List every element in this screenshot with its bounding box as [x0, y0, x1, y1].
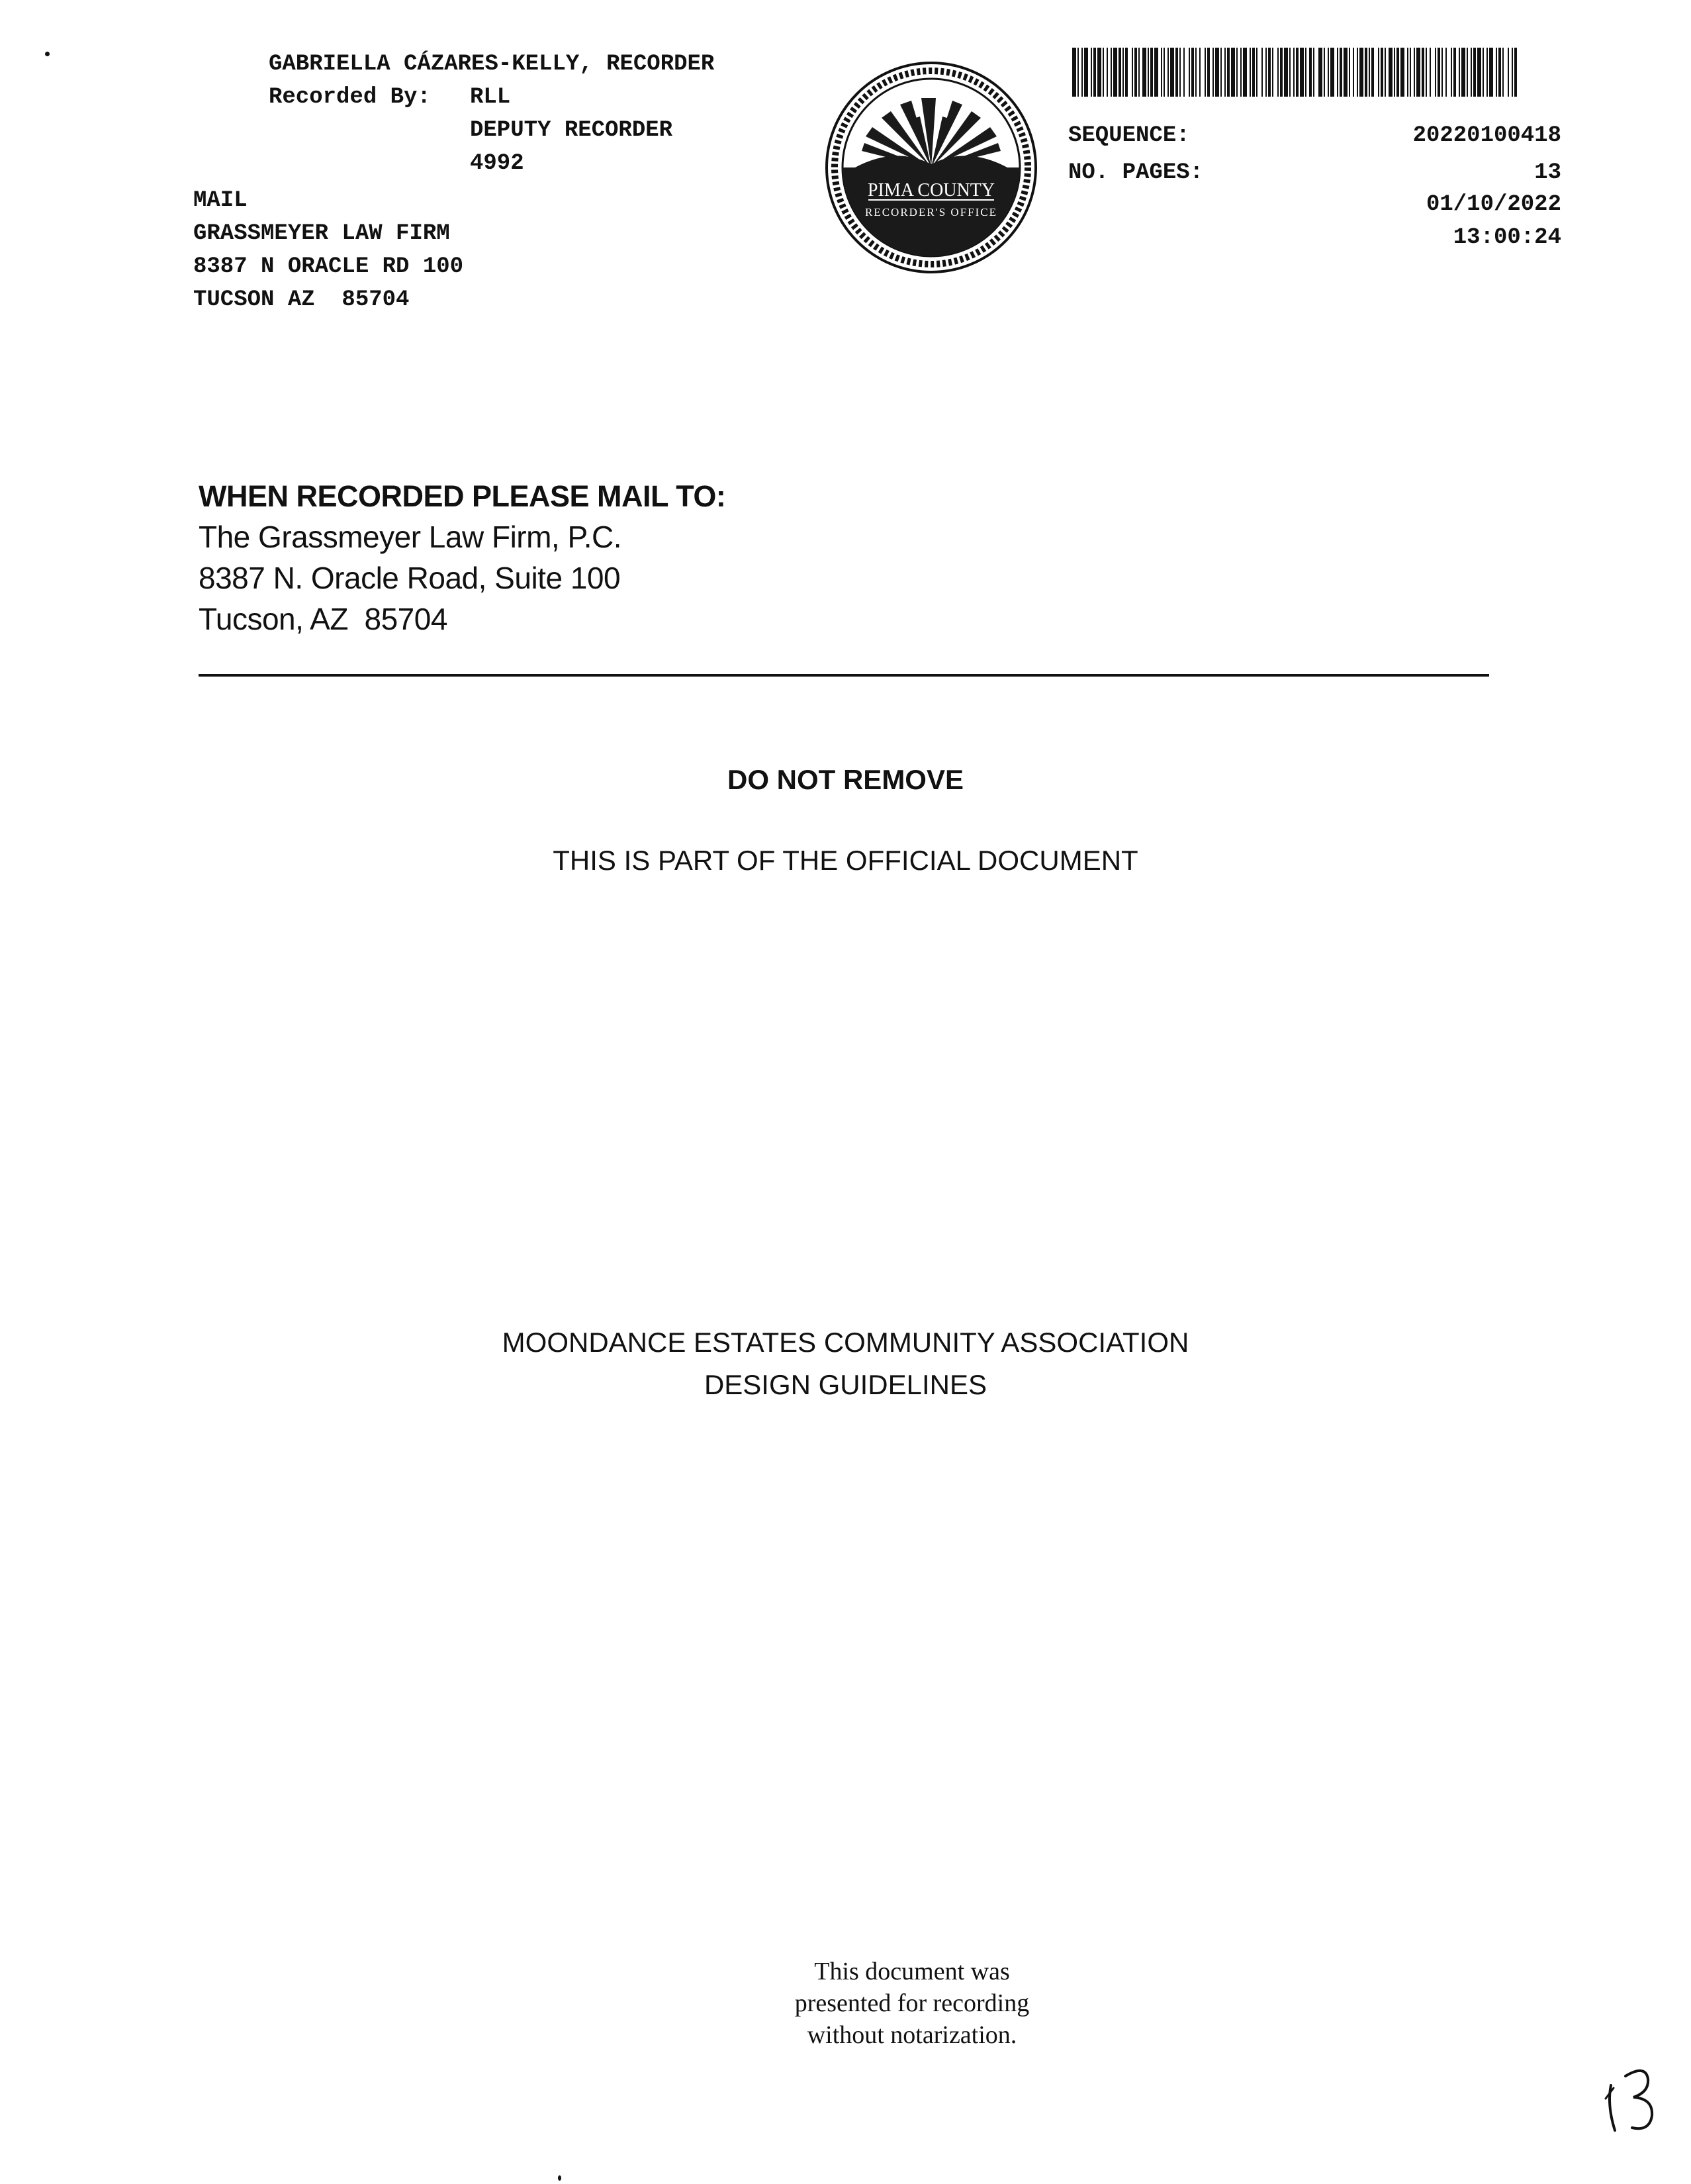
barcode-bar [1236, 48, 1238, 97]
barcode-bar [1496, 48, 1497, 97]
barcode-bar [1451, 48, 1452, 97]
barcode-bar [1396, 48, 1399, 97]
barcode-bar [1268, 48, 1271, 97]
barcode-bar [1435, 48, 1436, 97]
barcode-bar [1296, 48, 1299, 97]
barcode-bar [1272, 48, 1273, 97]
official-document-notice: THIS IS PART OF THE OFFICIAL DOCUMENT [553, 845, 1138, 876]
barcode-bar [1195, 48, 1197, 97]
barcode-bar [1224, 48, 1226, 97]
notarization-note-line2: presented for recording [794, 1989, 1030, 2017]
notarization-note-line3: without notarization. [807, 2021, 1017, 2049]
barcode-bar [1313, 48, 1314, 97]
pages-label: NO. PAGES: [1068, 160, 1204, 185]
barcode-bar [1471, 48, 1472, 97]
barcode-bar [1400, 48, 1404, 97]
barcode-bar [1394, 48, 1395, 97]
barcode-bar [1430, 48, 1431, 97]
barcode-bar [1324, 48, 1325, 97]
barcode-bar [1371, 48, 1374, 97]
barcode-bar [1265, 48, 1267, 97]
barcode-bar [1134, 48, 1137, 97]
barcode-bar [1240, 48, 1242, 97]
recording-barcode [1072, 48, 1517, 97]
deputy-title: DEPUTY RECORDER [470, 118, 673, 143]
barcode-bar [1512, 48, 1513, 97]
barcode-bar [1227, 48, 1230, 97]
barcode-bar [1189, 48, 1190, 97]
barcode-bar [1207, 48, 1210, 97]
document-title-line1: MOONDANCE ESTATES COMMUNITY ASSOCIATION [502, 1327, 1189, 1358]
pima-county-seal [822, 58, 1040, 277]
barcode-bar [1091, 48, 1092, 97]
return-to-heading: WHEN RECORDED PLEASE MAIL TO: [199, 479, 726, 513]
barcode-bar [1250, 48, 1251, 97]
barcode-bar [1179, 48, 1181, 97]
divider-line [199, 674, 1489, 677]
barcode-bar [1122, 48, 1124, 97]
barcode-bar [1365, 48, 1367, 97]
barcode-bar [1103, 48, 1104, 97]
barcode-bar [1199, 48, 1201, 97]
barcode-bar [1337, 48, 1338, 97]
barcode-bar [1164, 48, 1165, 97]
barcode-bar [1175, 48, 1178, 97]
return-to-firm: The Grassmeyer Law Firm, P.C. [199, 520, 622, 554]
barcode-bar [1330, 48, 1334, 97]
barcode-bar [1111, 48, 1112, 97]
barcode-bar [1132, 48, 1133, 97]
barcode-bar [1498, 48, 1501, 97]
document-title-line2: DESIGN GUIDELINES [704, 1369, 987, 1400]
barcode-bar [1097, 48, 1101, 97]
notarization-note-line1: This document was [814, 1958, 1010, 1985]
barcode-bar [1340, 48, 1342, 97]
barcode-bar [1093, 48, 1096, 97]
barcode-bar [1467, 48, 1468, 97]
barcode-bar [1220, 48, 1222, 97]
barcode-bar [1369, 48, 1370, 97]
barcode-bar [1318, 48, 1322, 97]
barcode-bar [1309, 48, 1312, 97]
barcode-bar [1084, 48, 1088, 97]
barcode-bar [1113, 48, 1117, 97]
barcode-bar [1381, 48, 1383, 97]
barcode-bar [1414, 48, 1415, 97]
barcode-bar [1438, 48, 1440, 97]
barcode-bar [1514, 48, 1517, 97]
barcode-bar [1508, 48, 1509, 97]
barcode-bar [1389, 48, 1393, 97]
barcode-bar [1261, 48, 1263, 97]
barcode-bar [1167, 48, 1169, 97]
scan-speck [558, 2175, 561, 2181]
barcode-bar [1154, 48, 1158, 97]
barcode-bar [1486, 48, 1488, 97]
barcode-bar [1243, 48, 1247, 97]
barcode-bar [1305, 48, 1306, 97]
barcode-bar [1441, 48, 1443, 97]
recorded-by-label: Recorded By: [269, 85, 431, 110]
barcode-bar [1231, 48, 1235, 97]
mail-street: 8387 N ORACLE RD 100 [193, 254, 464, 279]
barcode-bar [1289, 48, 1291, 97]
barcode-bar [1256, 48, 1257, 97]
barcode-bar [1072, 48, 1076, 97]
barcode-bar [1328, 48, 1329, 97]
scan-speck [45, 52, 50, 56]
recording-date: 01/10/2022 [1426, 192, 1561, 217]
seal-county-text: PIMA COUNTY [867, 180, 995, 201]
barcode-bar [1483, 48, 1484, 97]
mail-name: GRASSMEYER LAW FIRM [193, 221, 450, 246]
barcode-bar [1344, 48, 1348, 97]
barcode-bar [1426, 48, 1427, 97]
barcode-bar [1407, 48, 1408, 97]
barcode-bar [1477, 48, 1481, 97]
barcode-bar [1293, 48, 1295, 97]
barcode-bar [1359, 48, 1363, 97]
deputy-number: 4992 [470, 151, 524, 176]
barcode-bar [1205, 48, 1206, 97]
barcode-bar [1502, 48, 1504, 97]
barcode-bar [1284, 48, 1288, 97]
barcode-bar [1357, 48, 1358, 97]
barcode-bar [1081, 48, 1083, 97]
barcode-bar [1150, 48, 1153, 97]
barcode-bar [1459, 48, 1460, 97]
recording-time: 13:00:24 [1453, 225, 1561, 250]
barcode-bar [1461, 48, 1465, 97]
recorder-name: GABRIELLA CÁZARES-KELLY, RECORDER [269, 52, 715, 77]
mail-label: MAIL [193, 188, 248, 213]
barcode-bar [1378, 48, 1379, 97]
barcode-bar [1416, 48, 1420, 97]
sequence-label: SEQUENCE: [1068, 123, 1190, 148]
barcode-bar [1148, 48, 1149, 97]
barcode-bar [1252, 48, 1255, 97]
do-not-remove: DO NOT REMOVE [727, 764, 964, 795]
barcode-bar [1453, 48, 1456, 97]
barcode-bar [1138, 48, 1140, 97]
barcode-bar [1410, 48, 1411, 97]
barcode-bar [1385, 48, 1386, 97]
sequence-value: 20220100418 [1412, 123, 1561, 148]
barcode-bar [1107, 48, 1108, 97]
barcode-bar [1191, 48, 1194, 97]
barcode-bar [1215, 48, 1219, 97]
barcode-bar [1300, 48, 1304, 97]
barcode-bar [1445, 48, 1447, 97]
pages-value: 13 [1534, 160, 1561, 185]
return-to-city: Tucson, AZ 85704 [199, 602, 447, 636]
barcode-bar [1473, 48, 1476, 97]
barcode-bar [1422, 48, 1424, 97]
handwritten-mark [1602, 2059, 1661, 2138]
barcode-bar [1119, 48, 1121, 97]
barcode-bar [1277, 48, 1279, 97]
recorded-by-value: RLL [470, 85, 511, 110]
barcode-bar [1142, 48, 1146, 97]
barcode-bar [1349, 48, 1350, 97]
barcode-bar [1489, 48, 1493, 97]
barcode-bar [1125, 48, 1128, 97]
barcode-bar [1280, 48, 1283, 97]
seal-office-text: RECORDER'S OFFICE [864, 206, 998, 218]
barcode-bar [1212, 48, 1214, 97]
barcode-bar [1353, 48, 1354, 97]
barcode-bar [1077, 48, 1079, 97]
mail-city: TUCSON AZ 85704 [193, 287, 410, 312]
barcode-bar [1183, 48, 1185, 97]
return-to-street: 8387 N. Oracle Road, Suite 100 [199, 561, 621, 595]
barcode-bar [1161, 48, 1162, 97]
barcode-bar [1170, 48, 1174, 97]
